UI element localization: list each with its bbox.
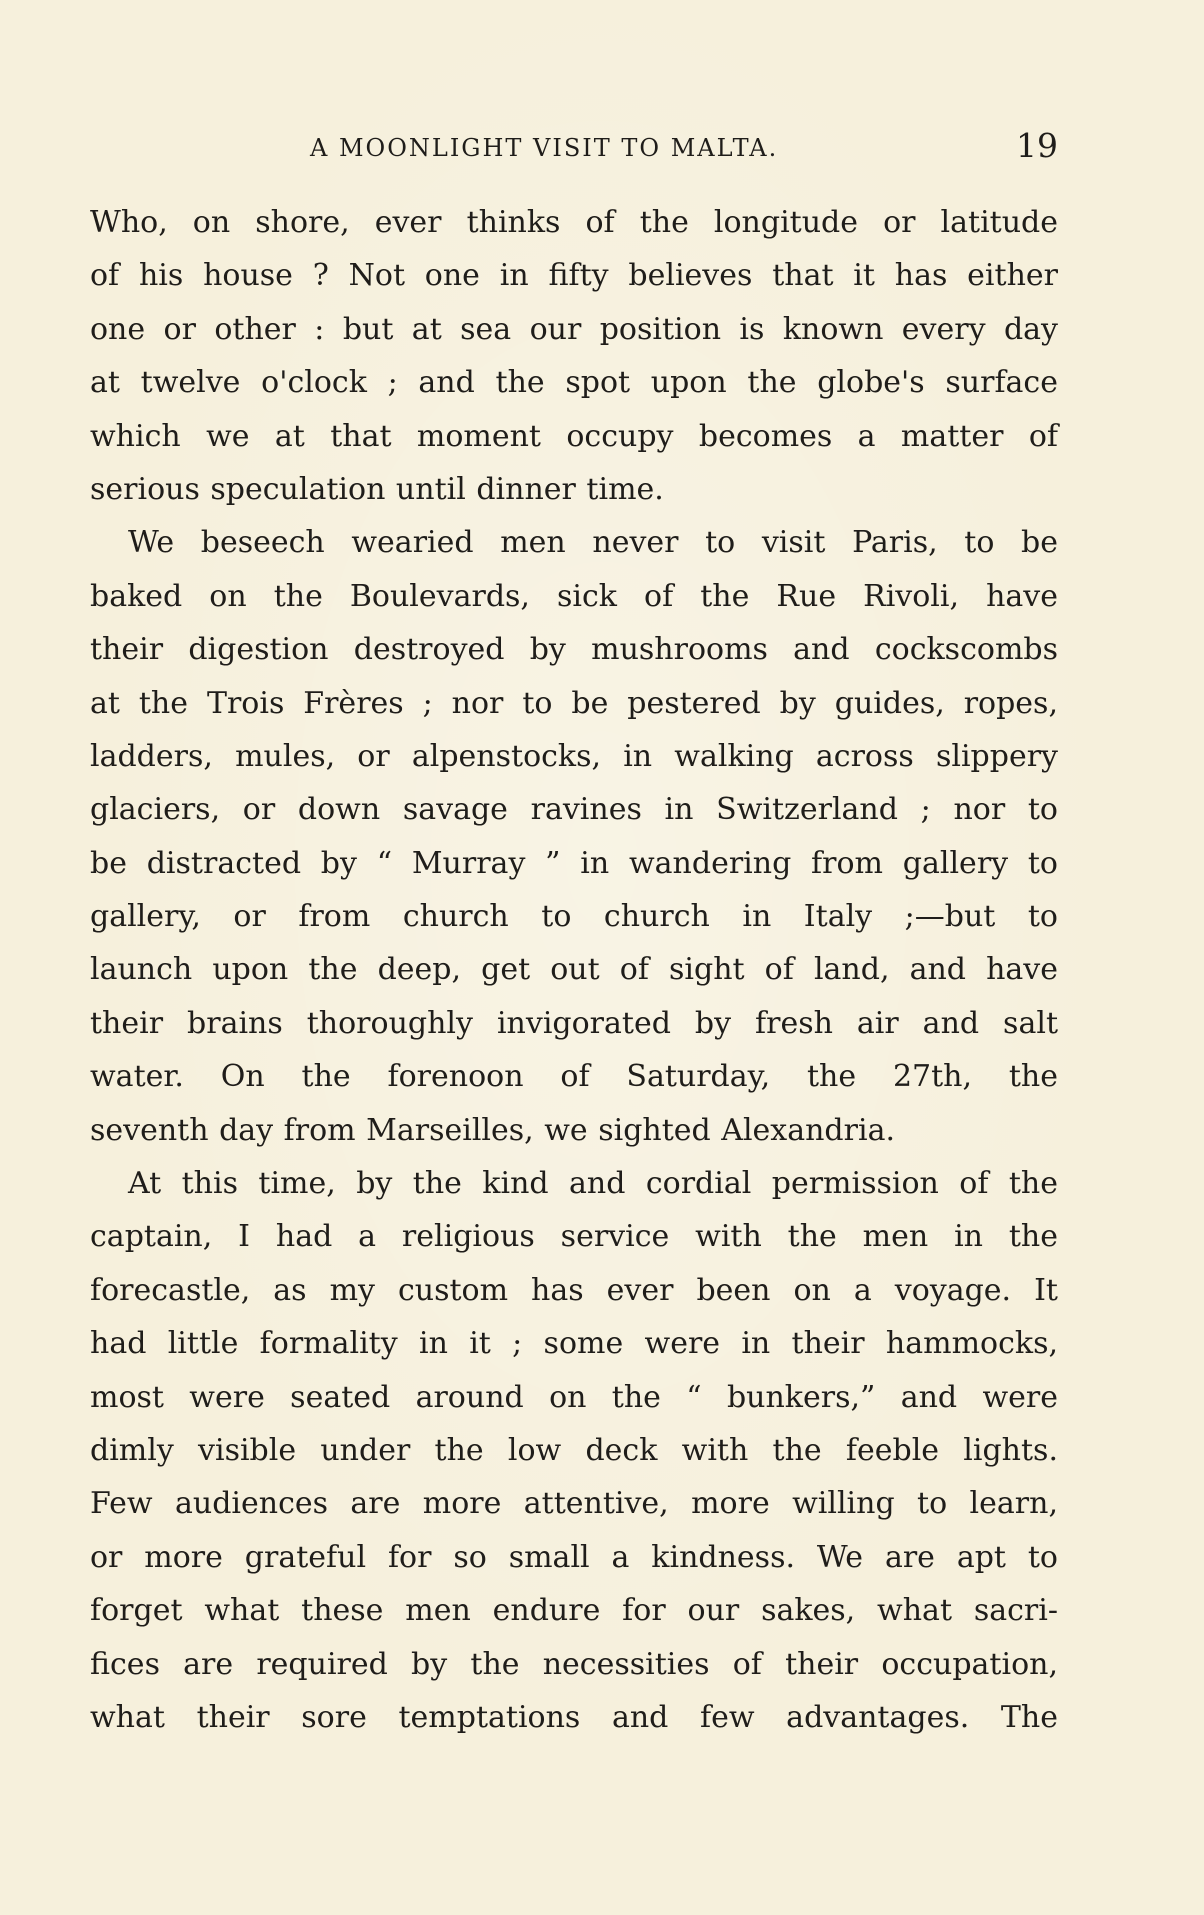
text-line: Few audiences are more attentive, more willing to learn, [90, 1486, 1058, 1522]
text-line: had little formality in it ; some were in their hammocks, [90, 1326, 1058, 1362]
text-line: forget what these men endure for our sakes, what sacri- [90, 1593, 1058, 1629]
text-line: seventh day from Marseilles, we sighted Alexandria. [90, 1112, 895, 1148]
page-number: 19 [1016, 126, 1058, 165]
text-line: glaciers, or down savage ravines in Switzerland ; nor to [90, 792, 1058, 828]
text-line: dimly visible under the low deck with the feeble lights. [90, 1432, 1058, 1468]
text-line: their digestion destroyed by mushrooms and cockscombs [90, 632, 1058, 668]
text-line: most were seated around on the “ bunkers,” and were [90, 1379, 1058, 1415]
text-line: of his house ? Not one in fifty believes that it has either [90, 258, 1058, 294]
text-line: which we at that moment occupy becomes a matter of [90, 418, 1058, 454]
text-line: or more grateful for so small a kindness. We are apt to [90, 1539, 1058, 1575]
text-line: their brains thoroughly invigorated by fresh air and salt [90, 1005, 1058, 1041]
text-line: forecastle, as my custom has ever been on a voyage. It [90, 1272, 1058, 1308]
text-line: at the Trois Frères ; nor to be pestered by guides, ropes, [90, 685, 1058, 721]
body-text [90, 196, 1058, 1744]
text-line: ladders, mules, or alpenstocks, in walking across slippery [90, 738, 1058, 774]
text-line: Who, on shore, ever thinks of the longitude or latitude [90, 205, 1058, 240]
text-line: serious speculation until dinner time. [90, 471, 664, 507]
text-line: one or other : but at sea our position is known every day [90, 311, 1058, 347]
text-line: water. On the forenoon of Saturday, the 27th, the [90, 1059, 1058, 1095]
text-line: be distracted by “ Murray ” in wandering from gallery to [90, 845, 1058, 881]
text-line: We beseech wearied men never to visit Paris, to be [128, 525, 1058, 561]
running-head: A MOONLIGHT VISIT TO MALTA. [310, 134, 779, 162]
text-line: gallery, or from church to church in Italy ;—but to [90, 899, 1058, 935]
text-line: at twelve o'clock ; and the spot upon the globe's surface [90, 365, 1058, 401]
text-line: what their sore temptations and few advantages. The [90, 1699, 1058, 1735]
text-line: baked on the Boulevards, sick of the Rue Rivoli, have [90, 578, 1058, 614]
page-header [90, 126, 1058, 166]
text-line: captain, I had a religious service with the men in the [90, 1219, 1058, 1255]
text-line: fices are required by the necessities of their occupation, [90, 1646, 1058, 1682]
text-line: At this time, by the kind and cordial permission of the [128, 1166, 1058, 1202]
text-line: launch upon the deep, get out of sight of land, and have [90, 952, 1058, 988]
